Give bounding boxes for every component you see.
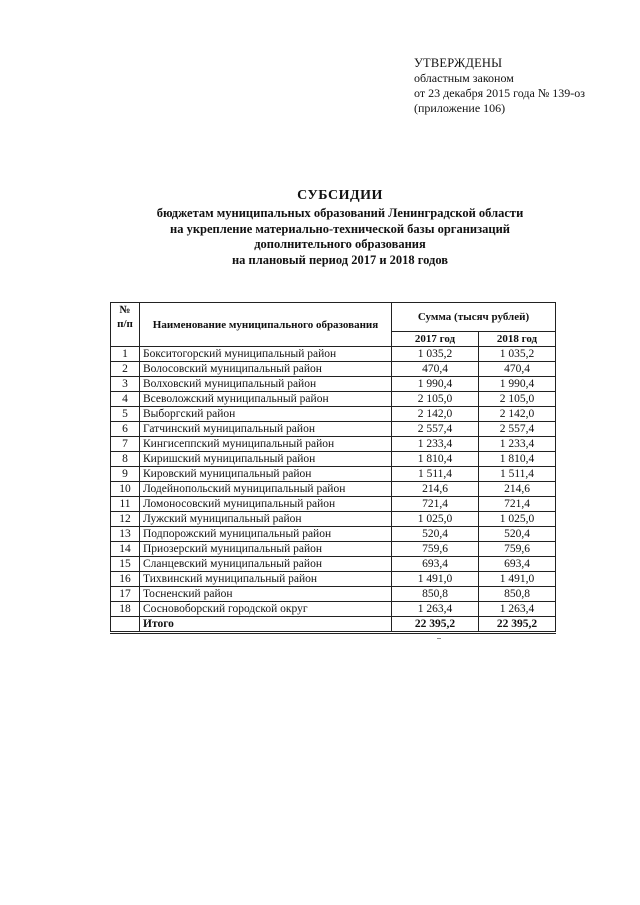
row-municipality: Киришский муниципальный район — [140, 452, 392, 467]
row-sum-2017: 2 142,0 — [392, 407, 479, 422]
table-row — [111, 422, 556, 437]
header-year-2017: 2017 год — [392, 332, 479, 347]
row-sum-2018: 470,4 — [479, 362, 556, 377]
table-row — [111, 392, 556, 407]
row-number: 15 — [111, 557, 140, 572]
title-line-2: на укрепление материально-технической базы организаций — [170, 221, 510, 236]
title-line-1: бюджетам муниципальных образований Ленинградской области — [156, 206, 524, 220]
table-body — [111, 347, 556, 633]
table-row — [111, 377, 556, 392]
row-sum-2017: 520,4 — [392, 527, 479, 542]
row-municipality: Волховский муниципальный район — [140, 377, 392, 392]
row-sum-2018: 520,4 — [479, 527, 556, 542]
row-number: 7 — [111, 437, 140, 452]
total-label: Итого — [140, 617, 392, 633]
approval-heading: УТВЕРЖДЕНЫ — [414, 56, 503, 70]
table-row — [111, 542, 556, 557]
row-sum-2018: 214,6 — [479, 482, 556, 497]
document-title — [80, 186, 600, 268]
row-number: 9 — [111, 467, 140, 482]
row-municipality: Тосненский район — [140, 587, 392, 602]
total-sum-2018: 22 395,2 — [479, 617, 556, 633]
header-num: № п/п — [111, 303, 140, 347]
row-sum-2018: 850,8 — [479, 587, 556, 602]
row-municipality: Кингисеппский муниципальный район — [140, 437, 392, 452]
approval-stamp — [414, 56, 585, 116]
row-municipality: Гатчинский муниципальный район — [140, 422, 392, 437]
total-sum-2017: 22 395,2 — [392, 617, 479, 633]
row-municipality: Волосовский муниципальный район — [140, 362, 392, 377]
table-row — [111, 602, 556, 617]
page-mark — [437, 638, 441, 639]
row-municipality: Сосновоборский городской округ — [140, 602, 392, 617]
table-row — [111, 527, 556, 542]
row-sum-2017: 1 035,2 — [392, 347, 479, 362]
row-sum-2017: 470,4 — [392, 362, 479, 377]
row-sum-2018: 759,6 — [479, 542, 556, 557]
approval-law: областным законом — [414, 71, 514, 85]
row-sum-2017: 2 105,0 — [392, 392, 479, 407]
row-municipality: Бокситогорский муниципальный район — [140, 347, 392, 362]
row-sum-2018: 1 263,4 — [479, 602, 556, 617]
header-year-2018: 2018 год — [479, 332, 556, 347]
row-number: 5 — [111, 407, 140, 422]
row-number: 14 — [111, 542, 140, 557]
row-number: 2 — [111, 362, 140, 377]
header-name: Наименование муниципального образования — [140, 303, 392, 347]
row-municipality: Выборгский район — [140, 407, 392, 422]
row-municipality: Тихвинский муниципальный район — [140, 572, 392, 587]
table-row — [111, 347, 556, 362]
row-number: 1 — [111, 347, 140, 362]
title-line-4: на плановый период 2017 и 2018 годов — [231, 252, 449, 267]
row-sum-2018: 2 557,4 — [479, 422, 556, 437]
row-sum-2017: 1 810,4 — [392, 452, 479, 467]
row-municipality: Лодейнопольский муниципальный район — [140, 482, 392, 497]
row-number: 4 — [111, 392, 140, 407]
row-sum-2017: 721,4 — [392, 497, 479, 512]
table-row — [111, 482, 556, 497]
row-sum-2017: 1 263,4 — [392, 602, 479, 617]
row-municipality: Приозерский муниципальный район — [140, 542, 392, 557]
row-number: 17 — [111, 587, 140, 602]
row-number: 10 — [111, 482, 140, 497]
row-municipality: Сланцевский муниципальный район — [140, 557, 392, 572]
row-sum-2018: 1 990,4 — [479, 377, 556, 392]
row-number: 11 — [111, 497, 140, 512]
row-sum-2017: 850,8 — [392, 587, 479, 602]
row-number: 18 — [111, 602, 140, 617]
row-municipality: Подпорожский муниципальный район — [140, 527, 392, 542]
row-sum-2018: 1 491,0 — [479, 572, 556, 587]
subsidies-table — [110, 302, 556, 634]
table-row — [111, 407, 556, 422]
total-blank-cell — [111, 617, 140, 633]
title-main: СУБСИДИИ — [297, 188, 383, 203]
total-row — [111, 617, 556, 633]
table-row — [111, 497, 556, 512]
row-sum-2018: 1 035,2 — [479, 347, 556, 362]
approval-date: от 23 декабря 2015 года № 139-оз — [414, 86, 586, 100]
row-sum-2018: 1 511,4 — [479, 467, 556, 482]
row-number: 12 — [111, 512, 140, 527]
table-row — [111, 362, 556, 377]
row-number: 13 — [111, 527, 140, 542]
row-number: 3 — [111, 377, 140, 392]
row-sum-2018: 2 142,0 — [479, 407, 556, 422]
row-sum-2017: 1 990,4 — [392, 377, 479, 392]
title-line-3: дополнительного образования — [254, 237, 426, 251]
row-municipality: Лужский муниципальный район — [140, 512, 392, 527]
row-sum-2017: 1 491,0 — [392, 572, 479, 587]
row-sum-2018: 693,4 — [479, 557, 556, 572]
approval-appendix: (приложение 106) — [414, 101, 506, 115]
row-sum-2018: 721,4 — [479, 497, 556, 512]
row-sum-2018: 1 233,4 — [479, 437, 556, 452]
row-sum-2017: 2 557,4 — [392, 422, 479, 437]
row-number: 6 — [111, 422, 140, 437]
row-municipality: Всеволожский муниципальный район — [140, 392, 392, 407]
row-municipality: Кировский муниципальный район — [140, 467, 392, 482]
row-sum-2017: 1 233,4 — [392, 437, 479, 452]
table-row — [111, 587, 556, 602]
table-row — [111, 572, 556, 587]
table-row — [111, 467, 556, 482]
header-sum: Сумма (тысяч рублей) — [392, 303, 556, 332]
row-sum-2017: 1 511,4 — [392, 467, 479, 482]
row-sum-2018: 2 105,0 — [479, 392, 556, 407]
row-sum-2017: 759,6 — [392, 542, 479, 557]
table-row — [111, 452, 556, 467]
row-sum-2017: 693,4 — [392, 557, 479, 572]
row-sum-2018: 1 025,0 — [479, 512, 556, 527]
table-row — [111, 512, 556, 527]
row-municipality: Ломоносовский муниципальный район — [140, 497, 392, 512]
row-number: 16 — [111, 572, 140, 587]
row-sum-2017: 1 025,0 — [392, 512, 479, 527]
row-number: 8 — [111, 452, 140, 467]
row-sum-2018: 1 810,4 — [479, 452, 556, 467]
table-row — [111, 557, 556, 572]
table-row — [111, 437, 556, 452]
row-sum-2017: 214,6 — [392, 482, 479, 497]
